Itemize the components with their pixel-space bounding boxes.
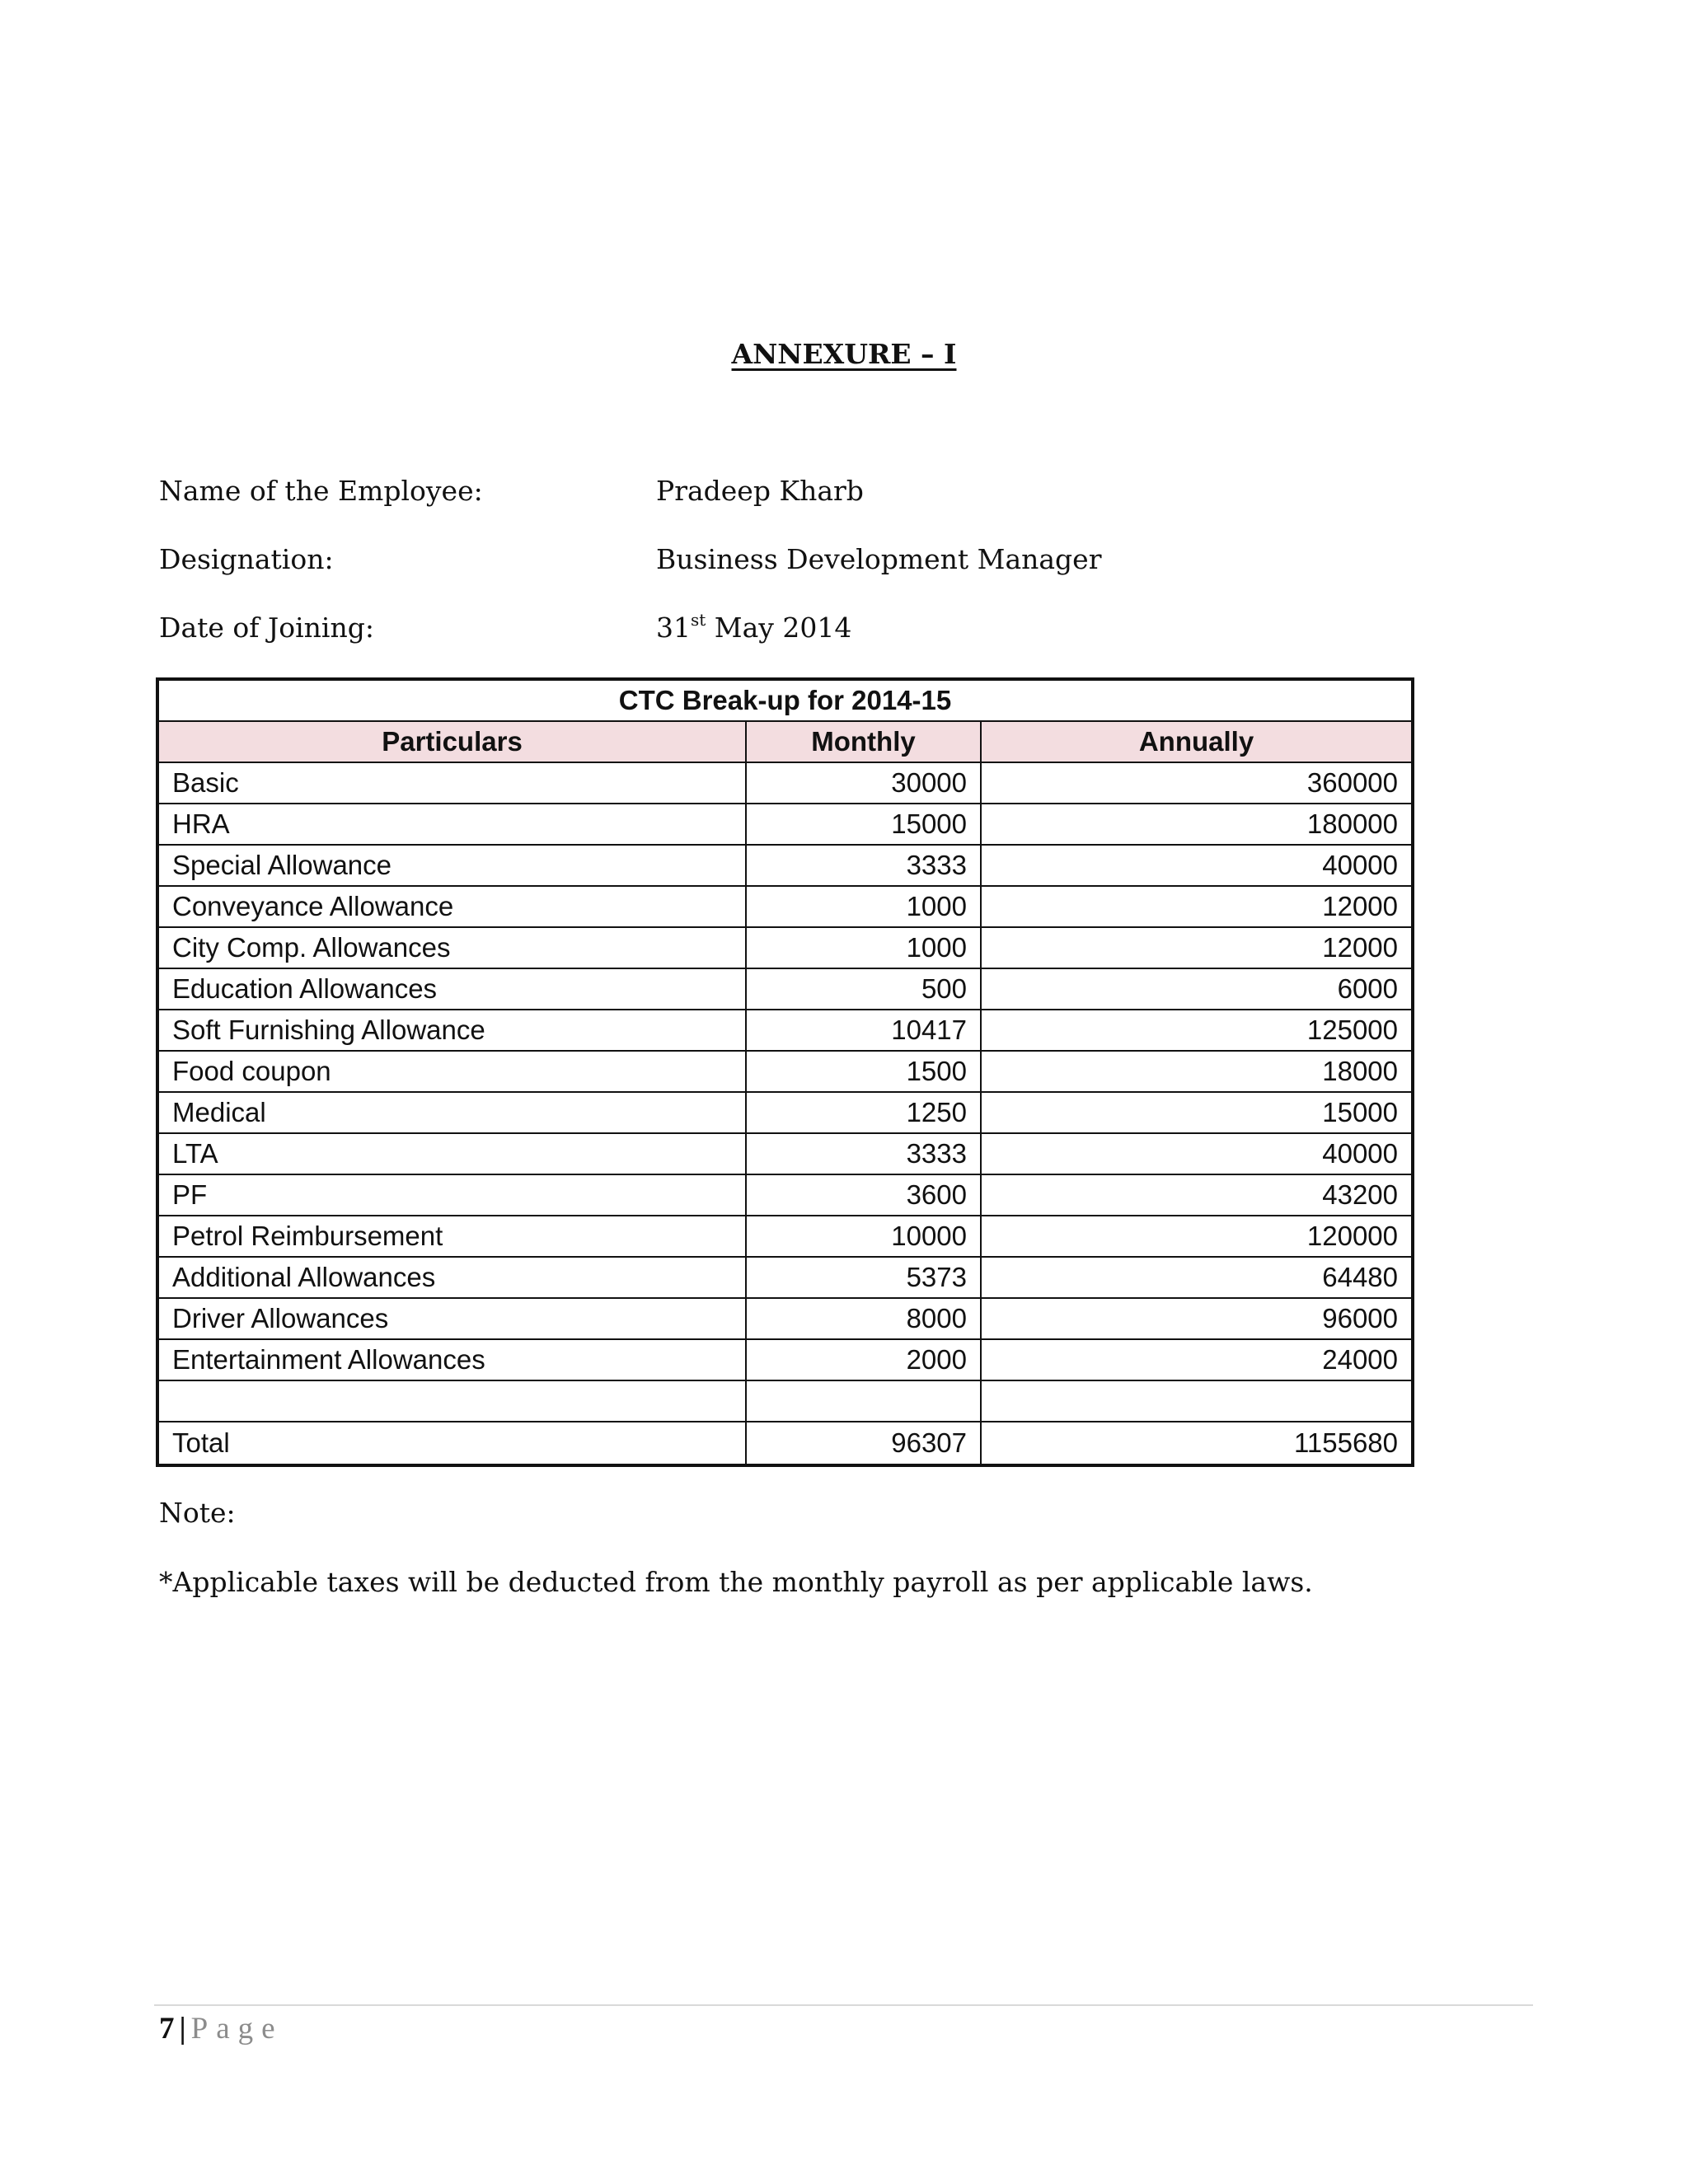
- header-annually: Annually: [981, 721, 1413, 762]
- row-monthly: 2000: [746, 1339, 981, 1380]
- row-particular: Additional Allowances: [157, 1257, 746, 1298]
- row-particular: Conveyance Allowance: [157, 886, 746, 927]
- row-particular: Driver Allowances: [157, 1298, 746, 1339]
- table-row: [157, 968, 1413, 1010]
- table-row: [157, 1298, 1413, 1339]
- total-row: [157, 1422, 1413, 1465]
- doj-ordinal-suffix: st: [691, 610, 706, 630]
- row-monthly: 3333: [746, 845, 981, 886]
- row-particular: Basic: [157, 762, 746, 804]
- total-label: Total: [157, 1422, 746, 1465]
- table-title: CTC Break-up for 2014-15: [157, 679, 1413, 721]
- row-monthly: 1000: [746, 927, 981, 968]
- row-annually: 40000: [981, 845, 1413, 886]
- row-annually: 96000: [981, 1298, 1413, 1339]
- table-row: [157, 1257, 1413, 1298]
- row-monthly: 10000: [746, 1216, 981, 1257]
- row-monthly: 5373: [746, 1257, 981, 1298]
- page-word: Page: [190, 2012, 284, 2046]
- row-annually: 18000: [981, 1051, 1413, 1092]
- employee-name-value: Pradeep Kharb: [656, 475, 864, 507]
- employee-name-label: Name of the Employee:: [159, 475, 483, 507]
- table-row: [157, 927, 1413, 968]
- row-annually: 24000: [981, 1339, 1413, 1380]
- table-row: [157, 762, 1413, 804]
- table-row: [157, 1174, 1413, 1216]
- table-title-row: [157, 679, 1413, 721]
- doj-month-year: May 2014: [706, 612, 852, 644]
- row-annually: [981, 1380, 1413, 1422]
- table-row: [157, 1339, 1413, 1380]
- date-of-joining-label: Date of Joining:: [159, 612, 374, 644]
- total-annually: 1155680: [981, 1422, 1413, 1465]
- row-monthly: 10417: [746, 1010, 981, 1051]
- note-label: Note:: [159, 1497, 236, 1529]
- row-particular: Special Allowance: [157, 845, 746, 886]
- row-monthly: 1500: [746, 1051, 981, 1092]
- row-monthly: 15000: [746, 804, 981, 845]
- row-annually: 12000: [981, 927, 1413, 968]
- row-annually: 360000: [981, 762, 1413, 804]
- row-particular: City Comp. Allowances: [157, 927, 746, 968]
- row-particular: LTA: [157, 1133, 746, 1174]
- row-particular: Entertainment Allowances: [157, 1339, 746, 1380]
- row-annually: 40000: [981, 1133, 1413, 1174]
- table-row: [157, 886, 1413, 927]
- row-monthly: 1250: [746, 1092, 981, 1133]
- page-footer: [159, 2009, 284, 2049]
- page-separator: |: [179, 2012, 186, 2046]
- row-particular: Petrol Reimbursement: [157, 1216, 746, 1257]
- row-particular: Medical: [157, 1092, 746, 1133]
- row-particular: [157, 1380, 746, 1422]
- row-monthly: [746, 1380, 981, 1422]
- row-monthly: 3600: [746, 1174, 981, 1216]
- row-annually: 120000: [981, 1216, 1413, 1257]
- row-annually: 43200: [981, 1174, 1413, 1216]
- table-header-row: [157, 721, 1413, 762]
- table-row: [157, 1133, 1413, 1174]
- doj-day: 31: [656, 612, 691, 644]
- row-particular: Soft Furnishing Allowance: [157, 1010, 746, 1051]
- row-annually: 125000: [981, 1010, 1413, 1051]
- row-monthly: 3333: [746, 1133, 981, 1174]
- designation-value: Business Development Manager: [656, 543, 1102, 575]
- row-monthly: 30000: [746, 762, 981, 804]
- ctc-breakup-table: [156, 677, 1414, 1467]
- row-annually: 6000: [981, 968, 1413, 1010]
- row-annually: 64480: [981, 1257, 1413, 1298]
- table-row: [157, 804, 1413, 845]
- designation-label: Designation:: [159, 543, 334, 575]
- row-annually: 180000: [981, 804, 1413, 845]
- table-body: [157, 762, 1413, 1422]
- page-number: 7: [159, 2012, 175, 2046]
- total-monthly: 96307: [746, 1422, 981, 1465]
- row-particular: PF: [157, 1174, 746, 1216]
- table-row: [157, 1051, 1413, 1092]
- row-monthly: 500: [746, 968, 981, 1010]
- table-row: [157, 1092, 1413, 1133]
- row-particular: Food coupon: [157, 1051, 746, 1092]
- row-monthly: 8000: [746, 1298, 981, 1339]
- table-row: [157, 1380, 1413, 1422]
- header-monthly: Monthly: [746, 721, 981, 762]
- header-particulars: Particulars: [157, 721, 746, 762]
- table-row: [157, 1010, 1413, 1051]
- row-monthly: 1000: [746, 886, 981, 927]
- row-particular: HRA: [157, 804, 746, 845]
- row-annually: 12000: [981, 886, 1413, 927]
- date-of-joining-value: [656, 608, 851, 648]
- row-particular: Education Allowances: [157, 968, 746, 1010]
- tax-note: *Applicable taxes will be deducted from the monthly payroll as per applicable laws.: [159, 1566, 1313, 1598]
- row-annually: 15000: [981, 1092, 1413, 1133]
- table-row: [157, 1216, 1413, 1257]
- table-row: [157, 845, 1413, 886]
- document-heading: ANNEXURE – I: [731, 338, 957, 370]
- footer-divider: [154, 2004, 1533, 2006]
